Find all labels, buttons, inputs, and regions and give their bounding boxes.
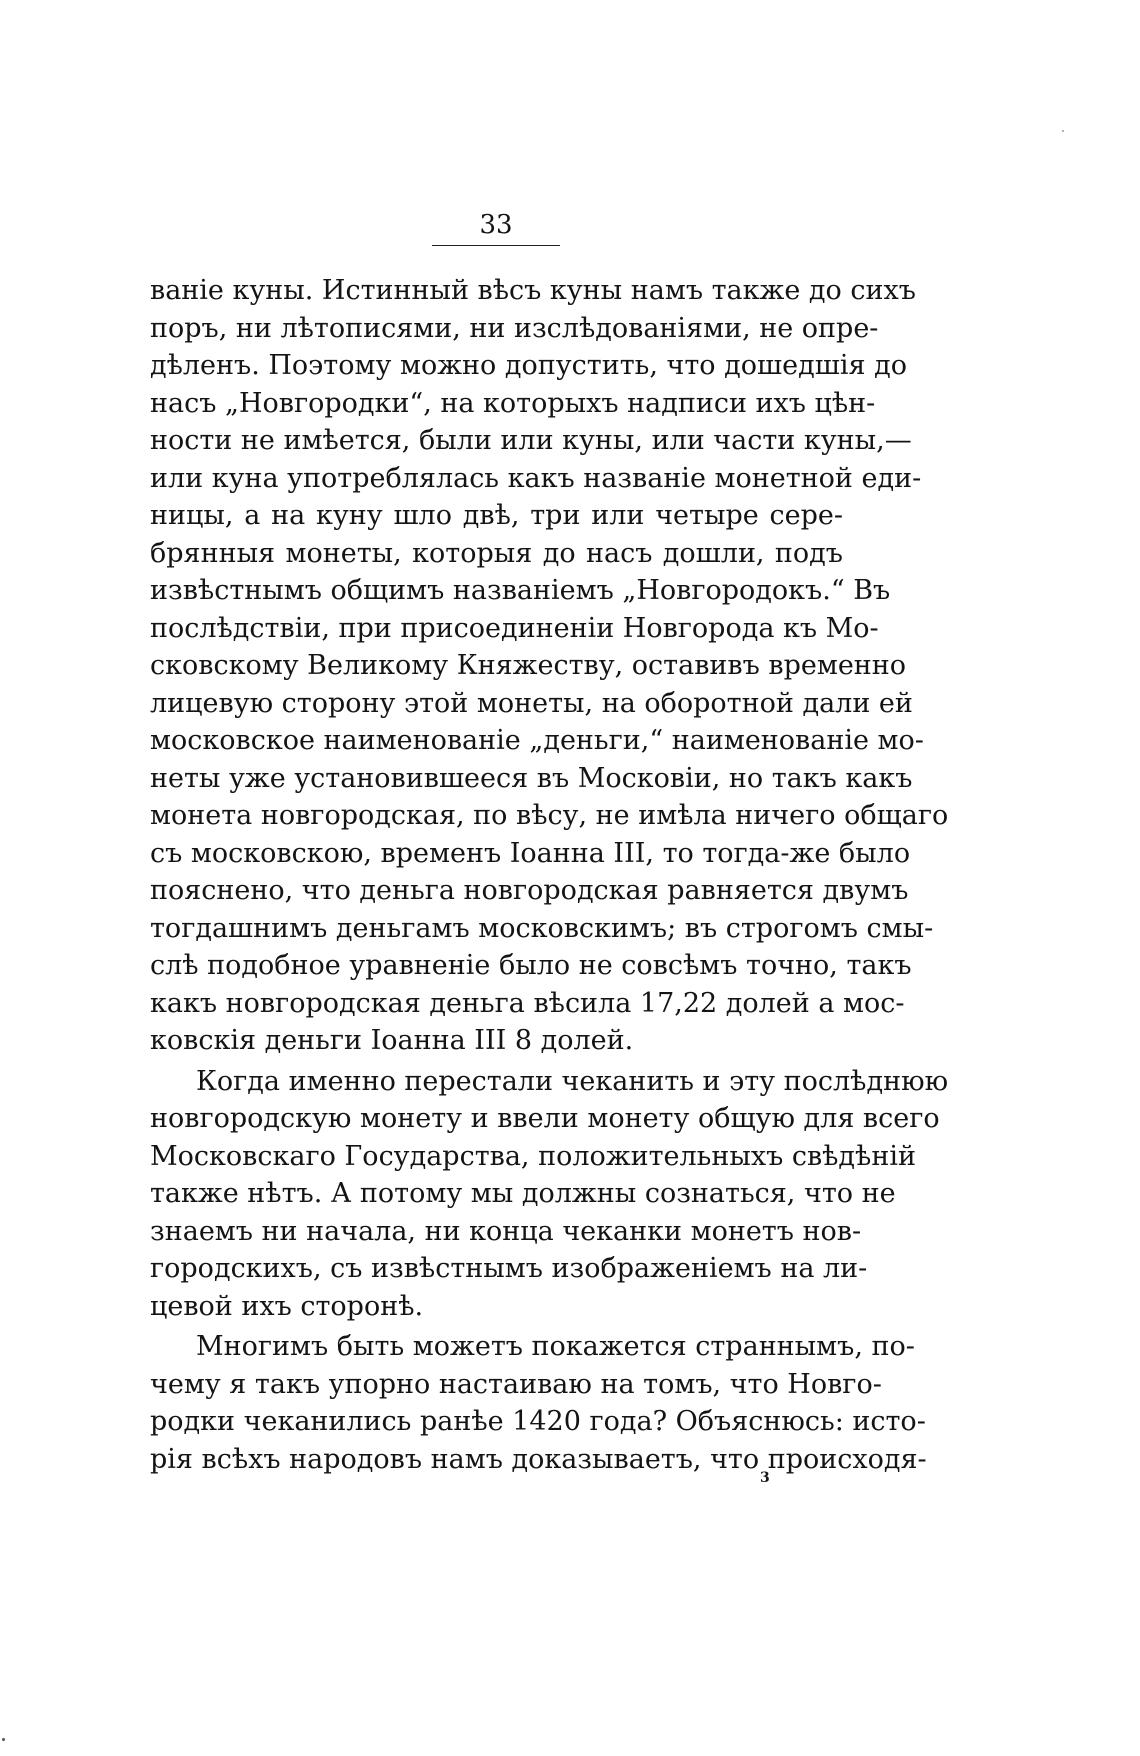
paragraph-2-line-7: цевой ихъ сторонѣ. (150, 1290, 424, 1322)
paragraph-3-line-2: чему я такъ упорно настаиваю на томъ, что Новго- (150, 1368, 882, 1400)
paragraph-2-line-1: Когда именно перестали чеканить и эту послѣднюю (196, 1065, 949, 1097)
page-number: 33 (479, 210, 513, 240)
paragraph-1-line-16: съ московскою, временъ Іоанна III, то тогда-же было (150, 837, 911, 869)
paragraph-1-line-12: лицевую сторону этой монеты, на оборотной дали ей (150, 687, 913, 719)
paragraph-1-line-4: насъ „Новгородки“, на которыхъ надписи ихъ цѣн- (150, 387, 876, 419)
paragraph-2-line-5: знаемъ ни начала, ни конца чеканки монетъ нов- (150, 1215, 862, 1247)
paragraph-2-line-6: городскихъ, съ извѣстнымъ изображеніемъ на ли- (150, 1253, 868, 1284)
paragraph-2-line-4: также нѣтъ. А потому мы должны сознаться, что не (150, 1178, 896, 1209)
paragraph-3-line-1: Многимъ быть можетъ покажется страннымъ, по- (196, 1331, 915, 1362)
paragraph-1-line-9: извѣстнымъ общимъ названіемъ „Новгородокъ.“ Въ (150, 575, 891, 606)
header-rule (432, 245, 560, 246)
paragraph-1-line-15: монета новгородская, по вѣсу, не имѣла ничего общаго (150, 800, 949, 831)
paragraph-3-line-3: родки чеканились ранѣе 1420 года? Объяснюсь: исто- (150, 1406, 926, 1437)
paragraph-1-line-2: поръ, ни лѣтописями, ни изслѣдованіями, не опре- (150, 312, 879, 344)
paragraph-1-line-1: ваніе куны. Истинный вѣсъ куны намъ также до сихъ (150, 275, 916, 306)
paragraph-2-line-2: новгородскую монету и ввели монету общую для всего (150, 1103, 940, 1134)
paragraph-1-line-19: слѣ подобное уравненіе было не совсѣмъ точно, такъ (150, 950, 912, 981)
paragraph-1-line-13: московское наименованіе „деньги,“ наименованіе мо- (150, 725, 924, 756)
paragraph-1-line-20: какъ новгородская деньга вѣсила 17,22 долей а мос- (150, 987, 905, 1019)
paragraph-1-line-18: тогдашнимъ деньгамъ московскимъ; въ строгомъ смы- (150, 912, 934, 944)
signature-mark: 3 (760, 1470, 770, 1486)
paragraph-1-line-17: пояснено, что деньга новгородская равняется двумъ (150, 875, 909, 906)
paragraph-1-line-8: брянныя монеты, которыя до насъ дошли, подъ (150, 537, 843, 569)
scan-speck (1062, 130, 1064, 132)
paragraph-1-line-11: сковскому Великому Княжеству, оставивъ временно (150, 650, 907, 681)
paragraph-1-line-3: дѣленъ. Поэтому можно допустить, что дошедшія до (150, 350, 907, 381)
paragraph-2-line-3: Московскаго Государства, положительныхъ свѣдѣній (150, 1140, 916, 1172)
paragraph-3-line-4: рія всѣхъ народовъ намъ доказываетъ, что происходя- (150, 1443, 927, 1475)
paragraph-1-line-6: или куна употреблялась какъ названіе монетной еди- (150, 462, 922, 494)
body-text (150, 272, 949, 1478)
paragraph-1-line-21: ковскія деньги Іоанна III 8 долей. (150, 1025, 634, 1056)
scan-speck (2, 1738, 5, 1741)
paragraph-1-line-5: ности не имѣется, были или куны, или части куны,— (150, 425, 912, 456)
paragraph-1-line-7: ницы, а на куну шло двѣ, три или четыре сере- (150, 500, 843, 531)
paragraph-1-line-14: неты уже установившееся въ Московіи, но такъ какъ (150, 762, 913, 794)
paragraph-1-line-10: послѣдствіи, при присоединеніи Новгорода къ Мо- (150, 612, 879, 644)
